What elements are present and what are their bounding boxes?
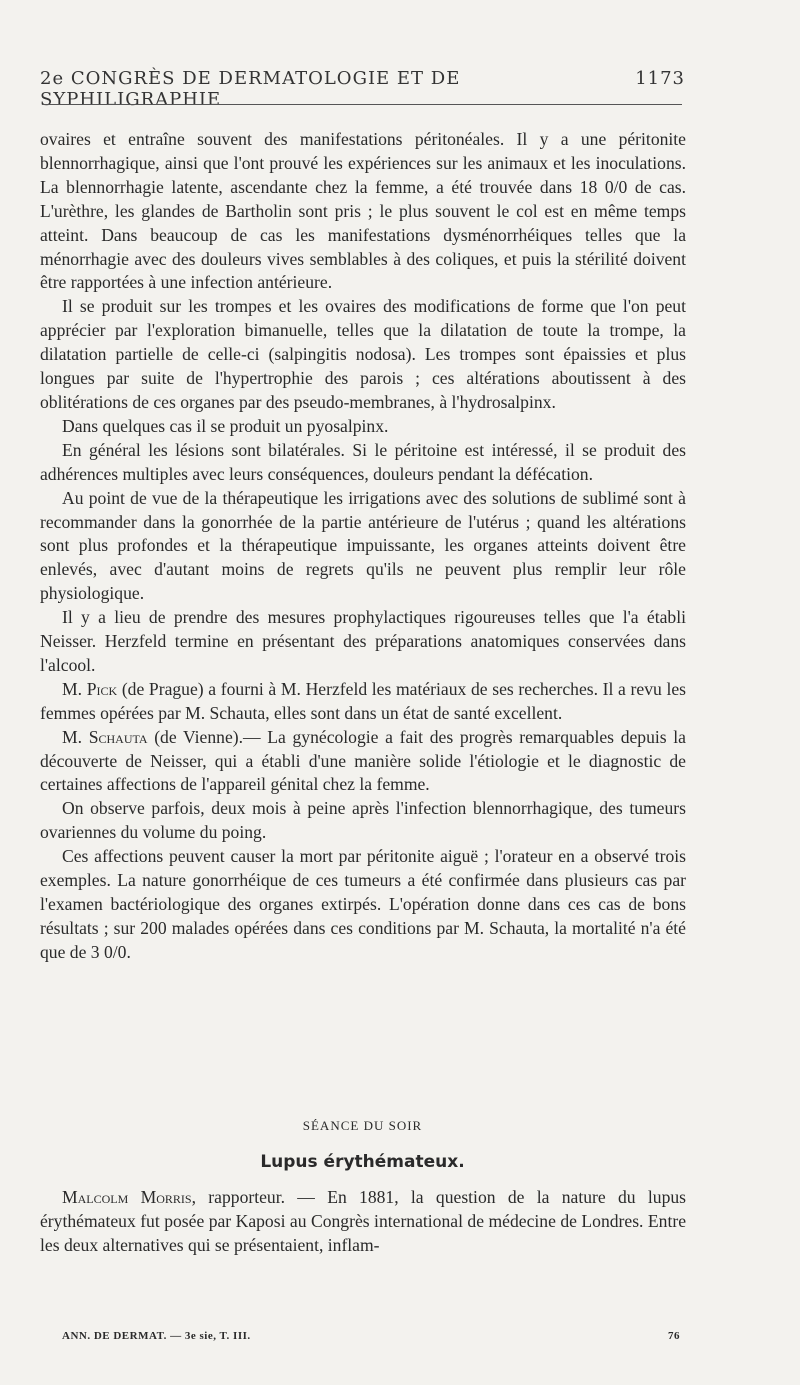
speaker-text: (de Prague) a fourni à M. Herzfeld les matériaux de ses recherches. Il a revu les femmes opérées par M. Schauta, elles sont dans un état de santé excellent.	[40, 678, 686, 723]
paragraph: Il se produit sur les trompes et les ovaires des modifications de forme que l'on peut apprécier par l'exploration bimanuelle, telles que la dilatation de toute la trompe, la dilatation partielle de celle-ci (salpingitis nodosa). Les trompes sont épaissies et plus longues par suite de l'hypertrophie des parois ; ces altérations aboutissent à des oblitérations de ces organes par des pseudo-membranes, à l'hydrosalpinx.	[40, 296, 686, 412]
paragraph: Il y a lieu de prendre des mesures prophylactiques rigoureuses telles que l'a établi Neisser. Herzfeld termine en présentant des préparations anatomiques conservées dans l'alcool.	[40, 607, 686, 675]
paragraph-morris	[40, 1186, 686, 1258]
paragraph: Ces affections peuvent causer la mort par péritonite aiguë ; l'orateur en a observé trois exemples. La nature gonorrhéique de ces tumeurs a été confirmée dans plusieurs cas par l'examen bactériologique des organes extirpés. L'opération donne dans ces cas de bons résultats ; sur 200 malades opérées dans ces conditions par M. Schauta, la mortalité n'a été que de 3 0/0.	[40, 846, 686, 962]
paragraph-schauta	[40, 726, 686, 798]
main-text	[40, 128, 686, 965]
paragraph: On observe parfois, deux mois à peine après l'infection blennorrhagique, des tumeurs ovariennes du volume du poing.	[40, 798, 686, 843]
running-title: 2e CONGRÈS DE DERMATOLOGIE ET DE SYPHILIGRAPHIE	[40, 68, 461, 110]
page-number: 1173	[635, 68, 685, 89]
footer-signature: ANN. DE DERMAT. — 3e sie, T. III.	[62, 1330, 251, 1342]
article-title: Lupus érythémateux.	[260, 1152, 465, 1172]
article-text	[40, 1186, 686, 1258]
speaker-name: Malcolm Morris	[62, 1187, 192, 1207]
speaker-name: M. Pick	[62, 678, 118, 699]
speaker-text: (de Vienne).— La gynécologie a fait des progrès remarquables depuis la découverte de Neisser, qui a établi d'une manière solide l'étiologie et le diagnostic de certaines affections de l'appareil génital chez la femme.	[40, 726, 686, 795]
paragraph-pick	[40, 678, 686, 726]
speaker-text: , rapporteur. — En 1881, la question de la nature du lupus érythémateux fut posée par Kaposi au Congrès international de médecine de Londres. Entre les deux alternatives qui se présentaient, inflam-	[40, 1187, 687, 1255]
paragraph: Au point de vue de la thérapeutique les irrigations avec des solutions de sublimé sont à recommander dans la gonorrhée de la partie antérieure de l'utérus ; quand les altérations sont plus profondes et la thérapeutique impuissante, les organes atteints doivent être enlevés, avec d'autant moins de regrets qu'ils ne peuvent plus remplir leur rôle physiologique.	[40, 487, 686, 604]
paragraph: ovaires et entraîne souvent des manifestations péritonéales. Il y a une péritonite blennorrhagique, ainsi que l'ont prouvé les expériences sur les animaux et les inoculations. La blennorrhagie latente, ascendante chez la femme, a été trouvée dans 18 0/0 de cas. L'urèthre, les glandes de Bartholin sont pris ; le plus souvent le col est en même temps atteint. Dans beaucoup de cas les manifestations dysménorrhéiques telles que la ménorrhagie avec des douleurs vives semblables à des coliques, et puis la stérilité doivent être rapportées à une infection antérieure.	[40, 129, 686, 293]
page-footer	[62, 1330, 680, 1342]
paragraph: Dans quelques cas il se produit un pyosalpinx.	[62, 415, 389, 436]
paragraph: En général les lésions sont bilatérales. Si le péritoine est intéressé, il se produit des adhérences multiples avec leurs conséquences, douleurs pendant la défécation.	[40, 439, 686, 484]
speaker-name: M. Schauta	[62, 726, 148, 747]
footer-sheet-number: 76	[668, 1330, 680, 1342]
header-rule	[42, 104, 682, 105]
section-title: SÉANCE DU SOIR	[302, 1118, 423, 1133]
